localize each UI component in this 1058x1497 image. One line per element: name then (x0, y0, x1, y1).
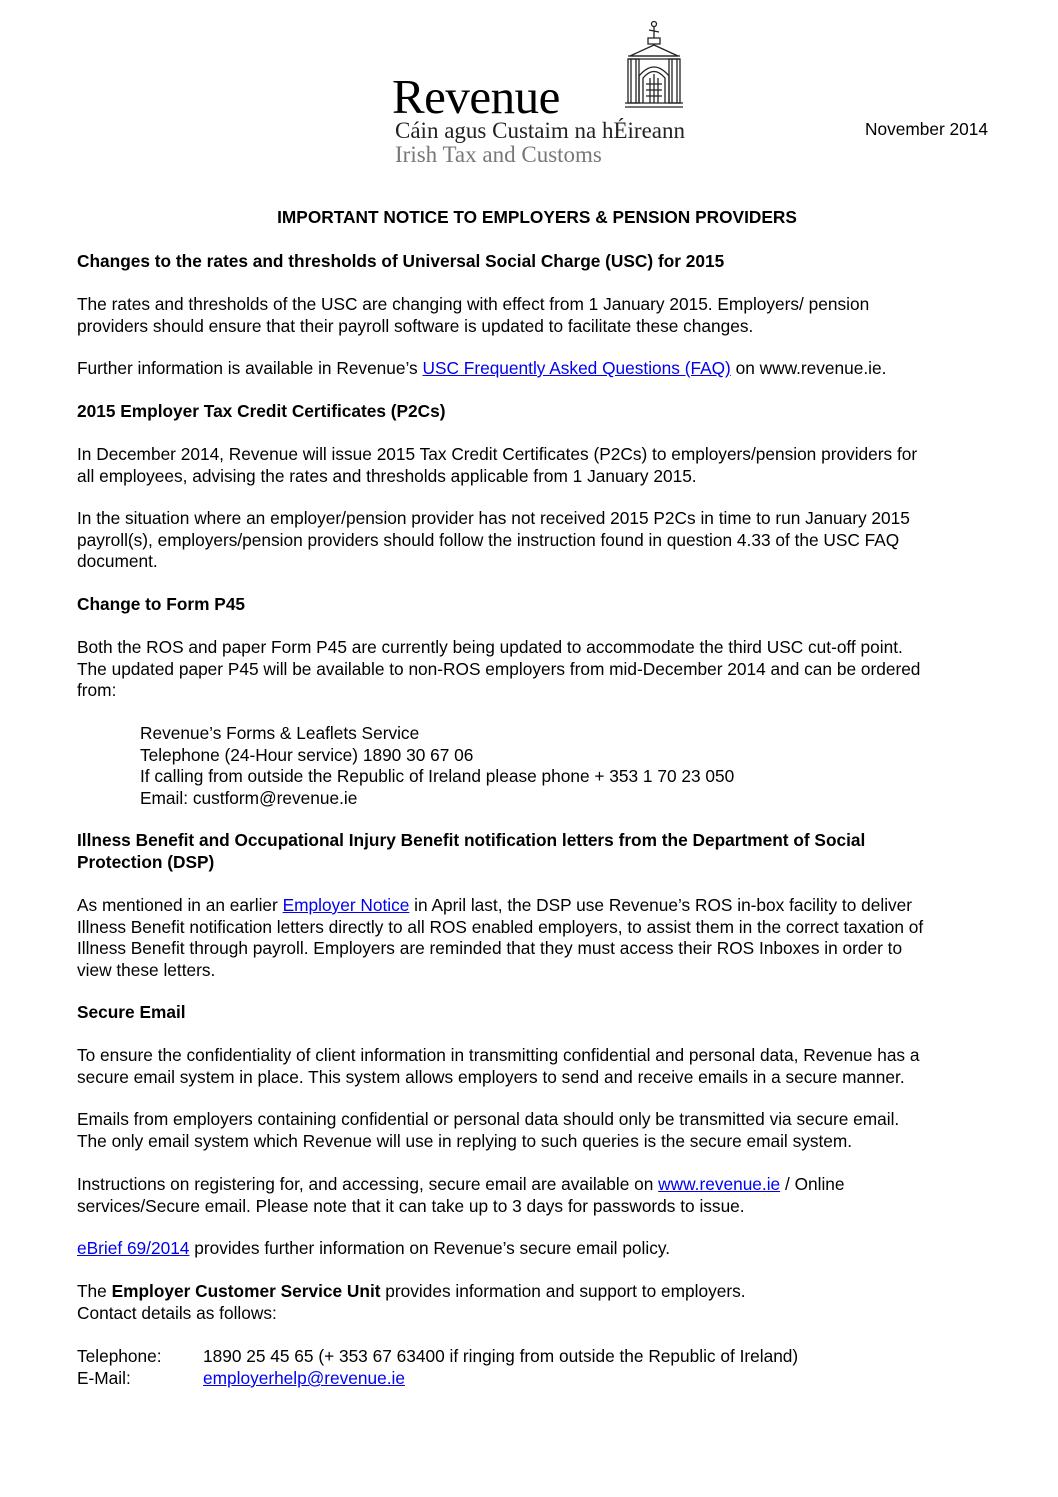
p2c-paragraph-1: In December 2014, Revenue will issue 2015 Tax Credit Certificates (P2Cs) to employers/pension providers for all employees, advising the rates and thresholds applicable from 1 January 2015. (77, 444, 918, 486)
illness-benefit-paragraph: As mentioned in an earlier Employer Notice in April last, the DSP use Revenue’s ROS in-box facility to deliver Illness Benefit notification letters directly to all ROS enabled employers, to assist them in the correct taxation of Illness Benefit through payroll. Employers are reminded that they must access their ROS Inboxes in order to view these letters. (77, 895, 924, 980)
usc-heading: Changes to the rates and thresholds of Universal Social Charge (USC) for 2015 (77, 251, 725, 271)
employer-notice-link[interactable]: Employer Notice (282, 895, 410, 915)
secure-email-paragraph-3: Instructions on registering for, and accessing, secure email are available on www.revenue.ie / Online services/Secure email. Please note that it can take up to 3 days for passwords to issue. (77, 1174, 845, 1216)
secure-email-paragraph-1: To ensure the confidentiality of client information in transmitting confidential and personal data, Revenue has a secure email system in place. This system allows employers to send and receive emails in a secure manner. (77, 1045, 920, 1087)
contact-intro: The Employer Customer Service Unit provides information and support to employers. Contact details as follows: (77, 1281, 746, 1323)
ebrief-link[interactable]: eBrief 69/2014 (77, 1238, 190, 1258)
telephone-value: 1890 25 45 65 (+ 353 67 63400 if ringing from outside the Republic of Ireland) (203, 1346, 799, 1366)
logo-english-name: Irish Tax and Customs (395, 142, 602, 167)
contact-telephone-row (0, 1346, 1058, 1368)
secure-email-paragraph-2: Emails from employers containing confidential or personal data should only be transmitted via secure email. The only email system which Revenue will use in replying to such queries is the secure email system. (77, 1109, 900, 1151)
illness-benefit-heading: Illness Benefit and Occupational Injury Benefit notification letters from the Department of Social Protection (DSP) (77, 830, 866, 872)
p45-heading: Change to Form P45 (77, 594, 246, 614)
forms-service-address: Revenue’s Forms & Leaflets Service Telephone (24-Hour service) 1890 30 67 06 If calling from outside the Republic of Ireland please phone + 353 1 70 23 050 Email: custform@revenue.ie (140, 723, 735, 808)
secure-email-heading: Secure Email (77, 1002, 186, 1022)
logo-wordmark: Revenue (392, 69, 560, 124)
logo-irish-name: Cáin agus Custaim na hÉireann (395, 118, 685, 143)
revenue-website-link[interactable]: www.revenue.ie (658, 1174, 781, 1194)
secure-email-paragraph-4: eBrief 69/2014 provides further information on Revenue’s secure email policy. (77, 1238, 671, 1258)
employerhelp-email-link[interactable]: employerhelp@revenue.ie (203, 1368, 405, 1388)
building-arch-statue-icon (622, 18, 686, 110)
usc-paragraph-2: Further information is available in Revenue’s USC Frequently Asked Questions (FAQ) on www.revenue.ie. (77, 358, 887, 378)
document-date: November 2014 (865, 119, 988, 139)
telephone-label: Telephone: (77, 1346, 162, 1366)
p2c-heading: 2015 Employer Tax Credit Certificates (P2Cs) (77, 401, 446, 421)
usc-paragraph-1: The rates and thresholds of the USC are changing with effect from 1 January 2015. Employers/ pension providers should ensure that their payroll software is updated to facilitate these changes. (77, 294, 870, 336)
usc-faq-link[interactable]: USC Frequently Asked Questions (FAQ) (422, 358, 731, 378)
p2c-paragraph-2: In the situation where an employer/pension provider has not received 2015 P2Cs in time to run January 2015 payroll(s), employers/pension providers should follow the instruction found in question 4.33 of the USC FAQ document. (77, 508, 910, 572)
notice-title: IMPORTANT NOTICE TO EMPLOYERS & PENSION PROVIDERS (277, 207, 797, 227)
contact-email-row (0, 1368, 1058, 1390)
p45-paragraph: Both the ROS and paper Form P45 are currently being updated to accommodate the third USC cut-off point. The updated paper P45 will be available to non-ROS employers from mid-December 2014 and can be ordered from: (77, 637, 921, 701)
email-label: E-Mail: (77, 1368, 131, 1388)
